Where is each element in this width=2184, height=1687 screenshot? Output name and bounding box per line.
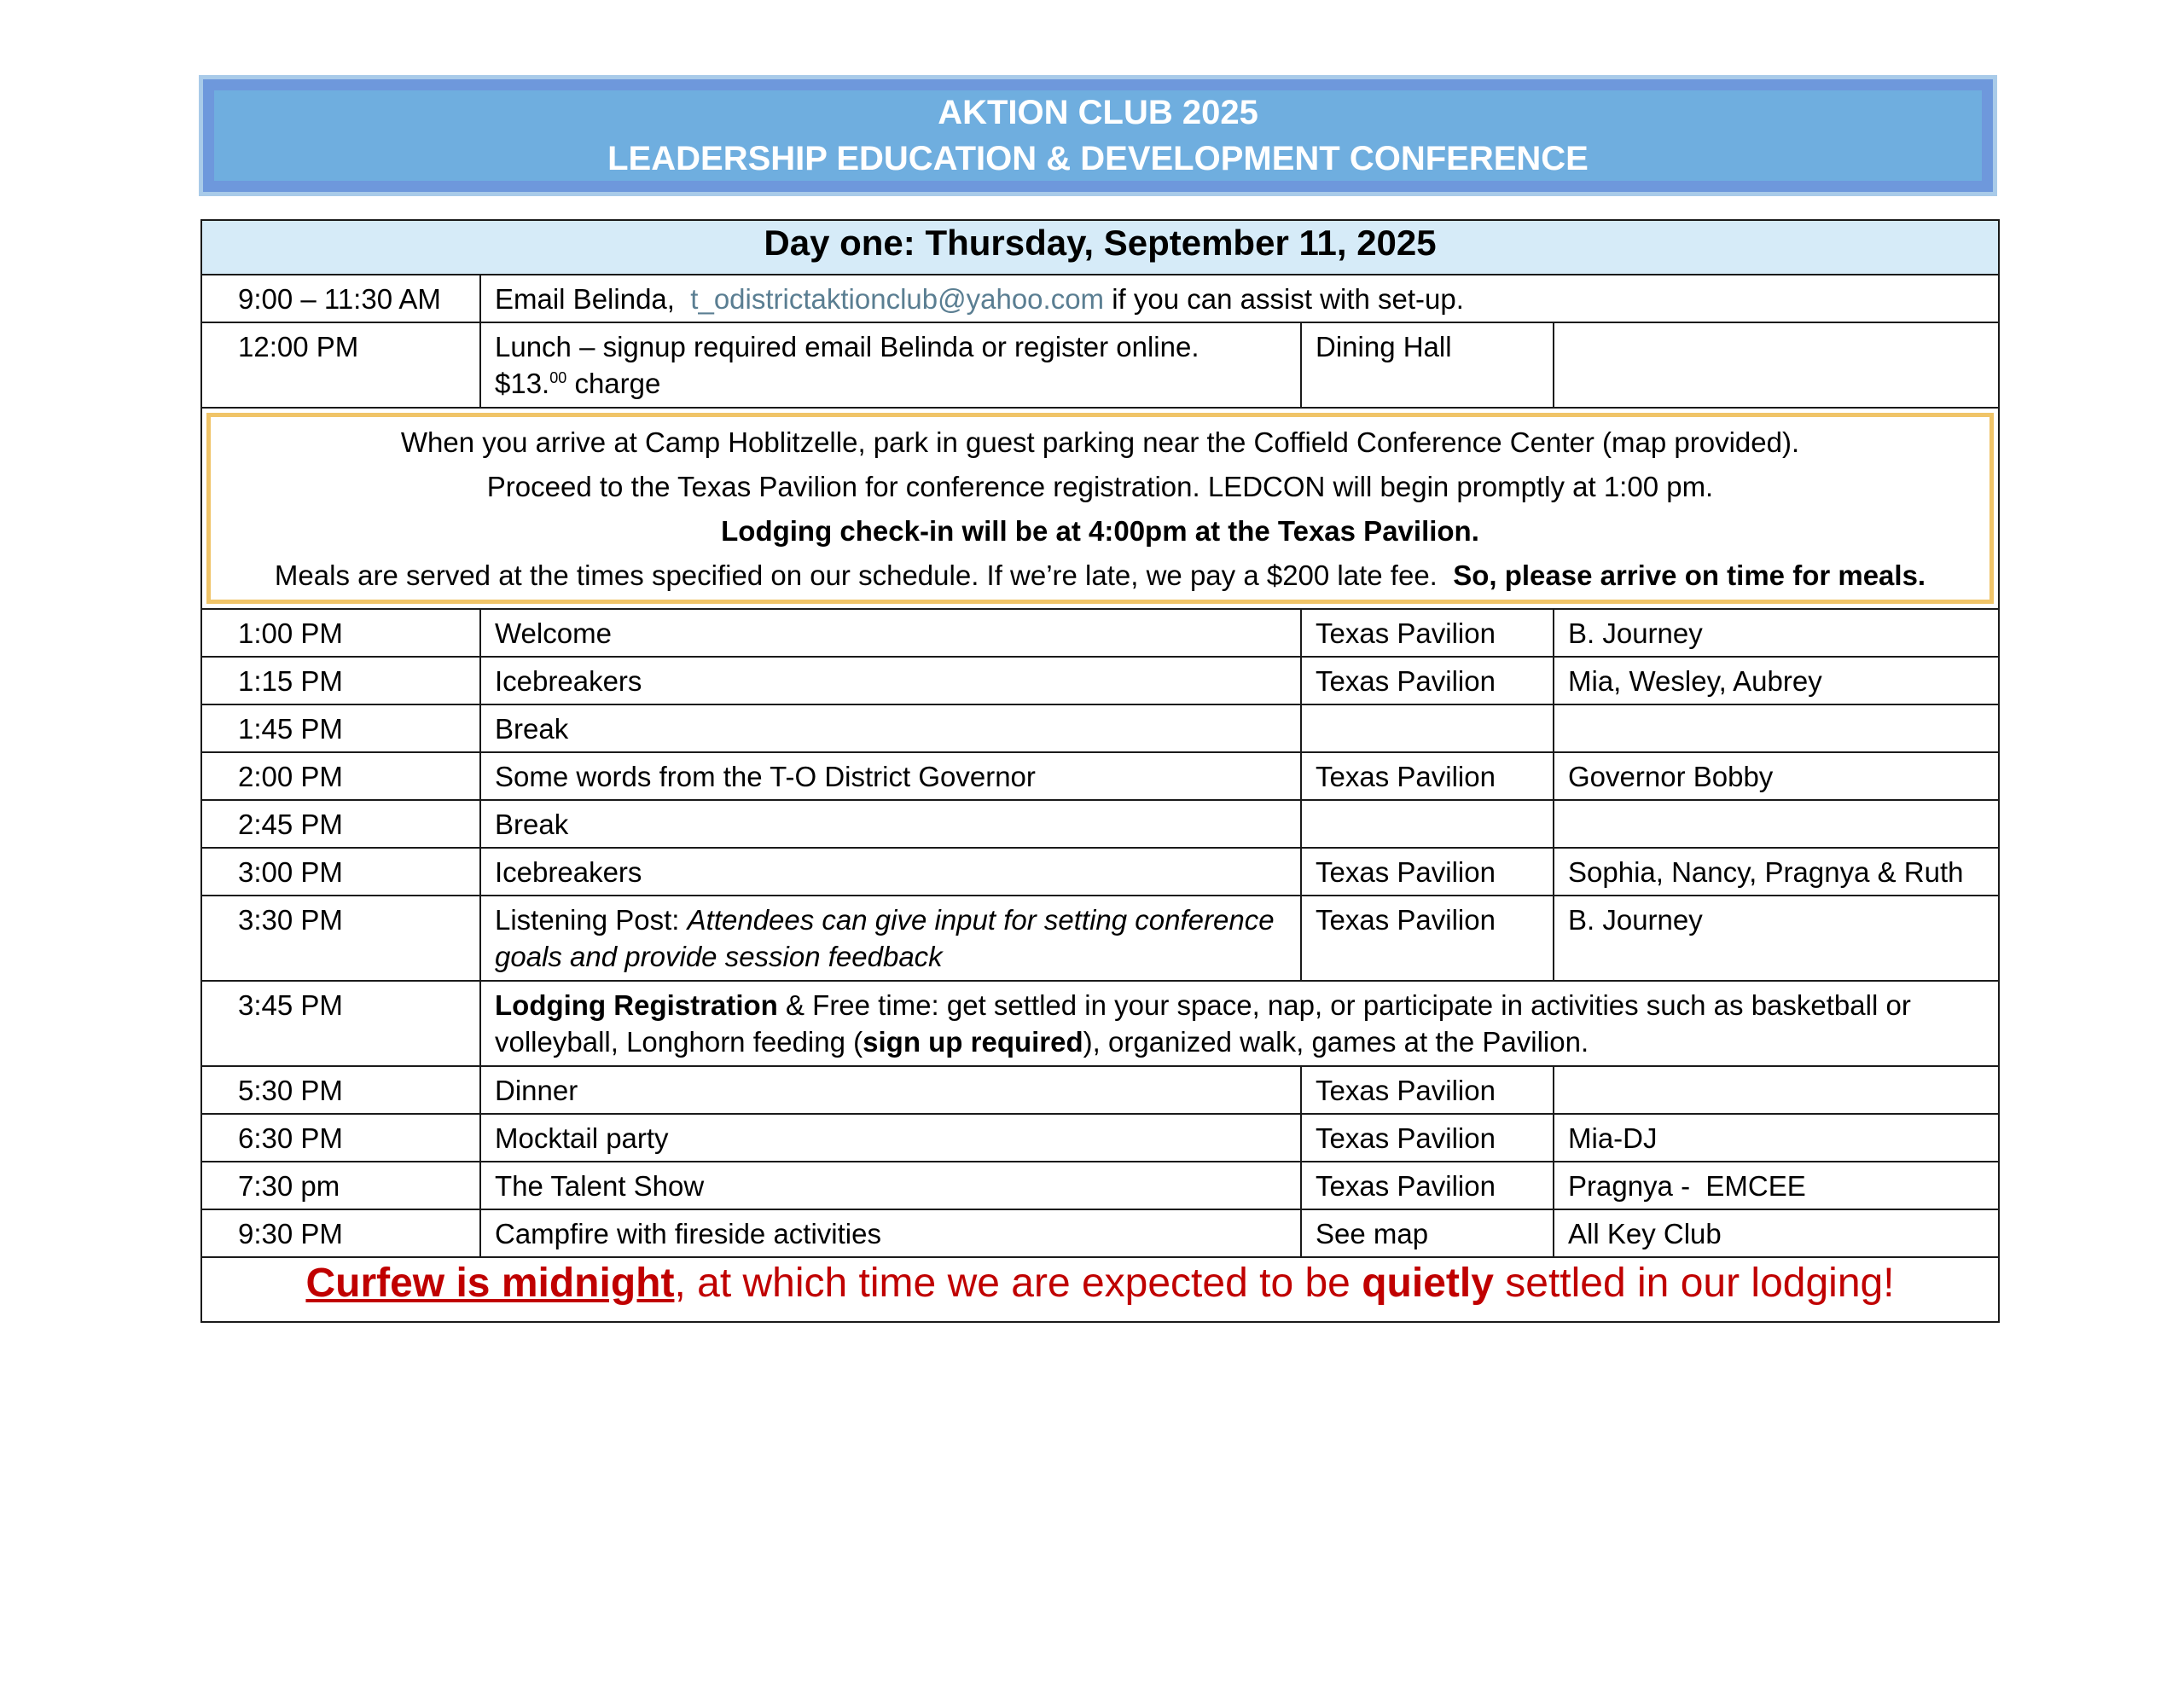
lodging-bold-1: Lodging Registration [495, 989, 778, 1021]
time-cell: 7:30 pm [201, 1162, 480, 1209]
schedule-table [200, 219, 2000, 1323]
event-cell [480, 896, 1301, 981]
lead-cell: All Key Club [1554, 1209, 1999, 1257]
event-cell [480, 322, 1301, 408]
conference-banner [199, 75, 1997, 196]
lead-cell: Governor Bobby [1554, 752, 1999, 800]
curfew-text-2: settled in our lodging! [1505, 1261, 1895, 1306]
lunch-line-1: Lunch – signup required email Belinda or register online. [495, 331, 1199, 362]
schedule-row [201, 1066, 1999, 1114]
time-cell: 1:15 PM [201, 657, 480, 704]
event-cell: The Talent Show [480, 1162, 1301, 1209]
banner-line-1: AKTION CLUB 2025 [938, 94, 1258, 131]
arrival-notice-row [201, 408, 1999, 609]
location-cell [1301, 704, 1554, 752]
schedule-row [201, 1162, 1999, 1209]
time-cell: 3:30 PM [201, 896, 480, 981]
event-cell: Break [480, 800, 1301, 848]
curfew-bold-underline: Curfew is midnight [305, 1261, 675, 1306]
time-cell: 3:45 PM [201, 981, 480, 1066]
time-cell: 1:45 PM [201, 704, 480, 752]
listening-label: Listening Post: [495, 904, 680, 936]
schedule-row [201, 848, 1999, 896]
lead-cell [1554, 322, 1999, 408]
time-cell: 12:00 PM [201, 322, 480, 408]
lead-cell: Pragnya - EMCEE [1554, 1162, 1999, 1209]
location-cell: Texas Pavilion [1301, 848, 1554, 896]
lead-cell: Mia-DJ [1554, 1114, 1999, 1162]
curfew-bold: quietly [1362, 1261, 1494, 1306]
schedule-row [201, 609, 1999, 657]
lead-cell: B. Journey [1554, 609, 1999, 657]
lead-cell: B. Journey [1554, 896, 1999, 981]
schedule-row [201, 657, 1999, 704]
lunch-price: $13. [495, 368, 550, 399]
lunch-cents: 00 [549, 369, 567, 386]
time-cell: 9:30 PM [201, 1209, 480, 1257]
event-cell: Mocktail party [480, 1114, 1301, 1162]
event-cell: Welcome [480, 609, 1301, 657]
event-cell: Icebreakers [480, 848, 1301, 896]
setup-prefix: Email Belinda, [495, 283, 675, 315]
lodging-text-1: & Free time: get settled in your space, nap, or participate in activities such as basketball or volleyball, Longhorn feeding ( [495, 989, 1911, 1058]
location-cell [1301, 800, 1554, 848]
lead-cell [1554, 704, 1999, 752]
location-cell: Texas Pavilion [1301, 609, 1554, 657]
location-cell: Texas Pavilion [1301, 896, 1554, 981]
location-cell: Texas Pavilion [1301, 657, 1554, 704]
lunch-charge: charge [574, 368, 661, 399]
schedule-row-listening-post [201, 896, 1999, 981]
location-cell: Texas Pavilion [1301, 1114, 1554, 1162]
email-link[interactable]: t_odistrictaktionclub@yahoo.com [690, 283, 1105, 315]
lead-cell: Mia, Wesley, Aubrey [1554, 657, 1999, 704]
schedule-row-setup [201, 275, 1999, 322]
curfew-row [201, 1257, 1999, 1322]
event-cell: Break [480, 704, 1301, 752]
event-cell [480, 275, 1999, 322]
lodging-bold-2: sign up required [863, 1026, 1083, 1058]
lead-cell: Sophia, Nancy, Pragnya & Ruth [1554, 848, 1999, 896]
time-cell: 9:00 – 11:30 AM [201, 275, 480, 322]
day-heading-row [201, 220, 1999, 275]
schedule-row-lunch [201, 322, 1999, 408]
event-cell [480, 981, 1999, 1066]
day-heading: Day one: Thursday, September 11, 2025 [201, 220, 1999, 275]
notice-line-4 [211, 554, 1989, 598]
notice-line-1: When you arrive at Camp Hoblitzelle, park in guest parking near the Coffield Conference Center (map provided). [400, 426, 1800, 458]
schedule-row [201, 704, 1999, 752]
time-cell: 2:00 PM [201, 752, 480, 800]
time-cell: 2:45 PM [201, 800, 480, 848]
time-cell: 1:00 PM [201, 609, 480, 657]
banner-frame [203, 79, 1993, 192]
event-cell: Icebreakers [480, 657, 1301, 704]
event-cell: Campfire with fireside activities [480, 1209, 1301, 1257]
lead-cell [1554, 800, 1999, 848]
notice-line-3: Lodging check-in will be at 4:00pm at the Texas Pavilion. [721, 515, 1479, 547]
lead-cell [1554, 1066, 1999, 1114]
banner-line-2: LEADERSHIP EDUCATION & DEVELOPMENT CONFERENCE [607, 140, 1589, 177]
lodging-text-2: ), organized walk, games at the Pavilion. [1083, 1026, 1589, 1058]
arrival-notice-box [206, 413, 1994, 604]
banner-title-block [214, 90, 1982, 181]
notice-line-2: Proceed to the Texas Pavilion for conference registration. LEDCON will begin promptly at 1:00 pm. [486, 471, 1714, 502]
curfew-text-1: , at which time we are expected to be [674, 1261, 1350, 1306]
schedule-row [201, 800, 1999, 848]
location-cell: See map [1301, 1209, 1554, 1257]
event-cell: Dinner [480, 1066, 1301, 1114]
location-cell: Texas Pavilion [1301, 1066, 1554, 1114]
schedule-row-lodging [201, 981, 1999, 1066]
time-cell: 5:30 PM [201, 1066, 480, 1114]
schedule-row [201, 1114, 1999, 1162]
schedule-row [201, 752, 1999, 800]
schedule-row [201, 1209, 1999, 1257]
location-cell: Texas Pavilion [1301, 752, 1554, 800]
notice-line-4-plain: Meals are served at the times specified on our schedule. If we’re late, we pay a $200 late fee. [274, 559, 1438, 591]
notice-line-4-bold: So, please arrive on time for meals. [1453, 559, 1926, 591]
location-cell: Dining Hall [1301, 322, 1554, 408]
listening-description: Attendees can give input for setting conference goals and provide session feedback [495, 904, 1275, 972]
arrival-notice-cell [201, 408, 1999, 609]
time-cell: 6:30 PM [201, 1114, 480, 1162]
location-cell: Texas Pavilion [1301, 1162, 1554, 1209]
event-cell: Some words from the T-O District Governor [480, 752, 1301, 800]
curfew-notice [201, 1257, 1999, 1322]
time-cell: 3:00 PM [201, 848, 480, 896]
setup-suffix: if you can assist with set-up. [1112, 283, 1464, 315]
